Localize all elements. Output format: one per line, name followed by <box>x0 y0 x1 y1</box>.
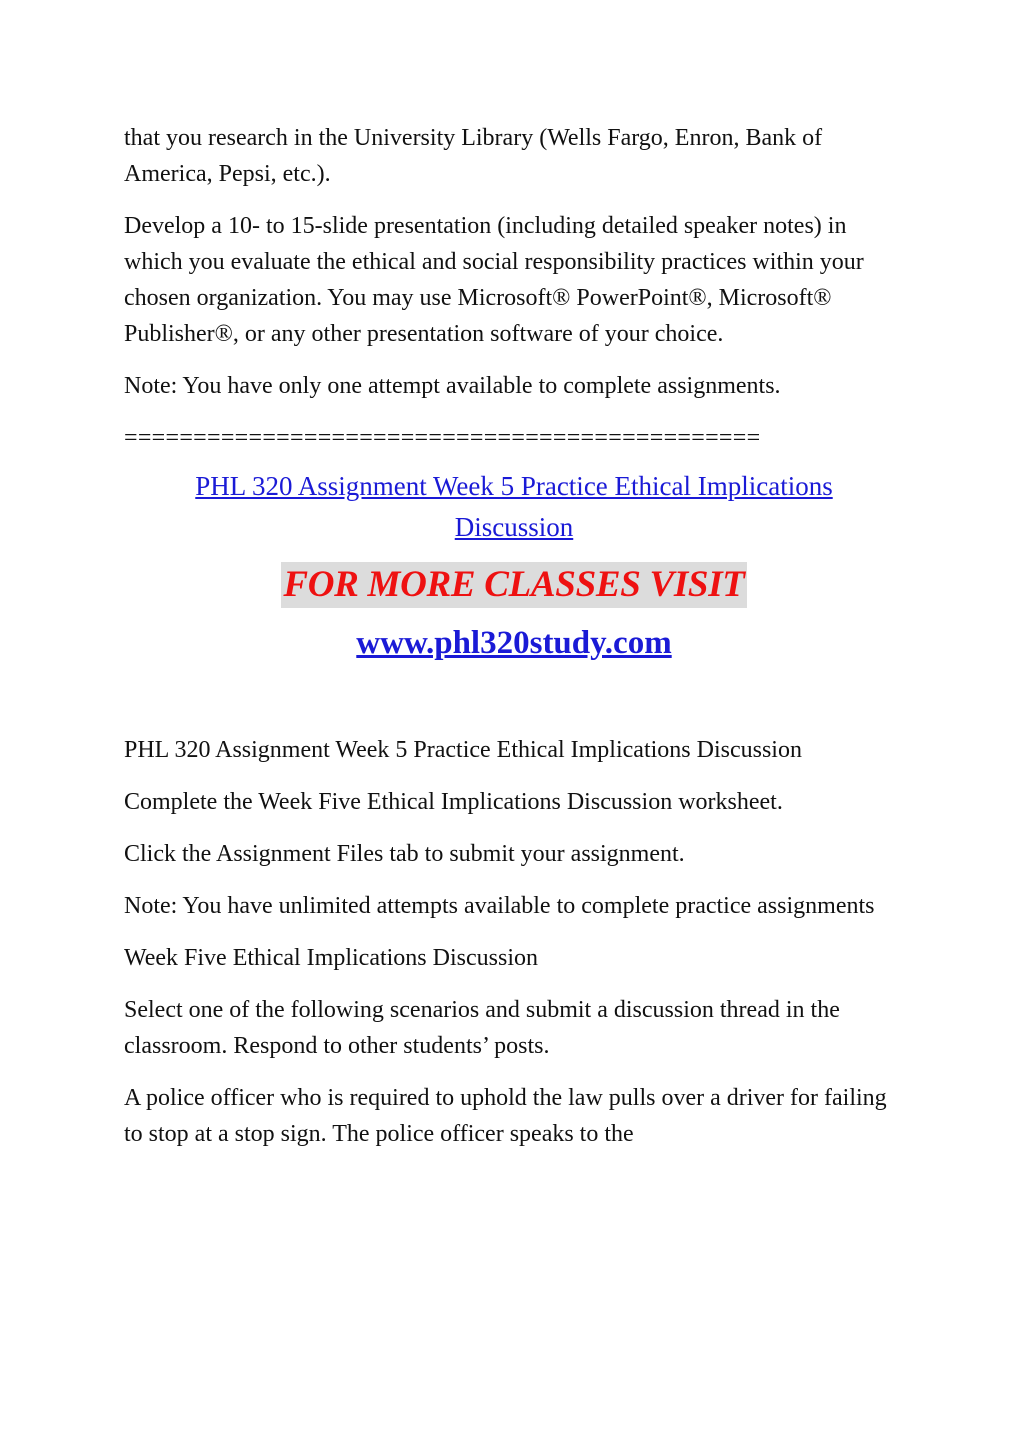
promo-url-link[interactable]: www.phl320study.com <box>356 625 672 661</box>
paragraph-submit-instructions: Click the Assignment Files tab to submit your assignment. <box>124 841 685 867</box>
promo-visit-container <box>124 562 904 608</box>
promo-visit-banner: FOR MORE CLASSES VISIT <box>281 562 746 608</box>
paragraph-discussion-heading: Week Five Ethical Implications Discussion <box>124 945 538 971</box>
assignment-title-link[interactable]: PHL 320 Assignment Week 5 Practice Ethical Implications Discussion <box>195 471 833 542</box>
paragraph-police-scenario: A police officer who is required to uphold the law pulls over a driver for failing to stop at a stop sign. The police officer speaks to the <box>124 1085 887 1147</box>
paragraph-select-scenario: Select one of the following scenarios and submit a discussion thread in the classroom. Respond to other students’ posts. <box>124 997 840 1059</box>
promo-url-container <box>124 620 904 666</box>
paragraph-complete-worksheet: Complete the Week Five Ethical Implications Discussion worksheet. <box>124 789 783 815</box>
paragraph-unlimited-attempts-note: Note: You have unlimited attempts available to complete practice assignments <box>124 893 875 919</box>
paragraph-attempt-note: Note: You have only one attempt available to complete assignments. <box>124 373 781 399</box>
section-divider: ============================================== <box>124 425 761 451</box>
paragraph-presentation-instructions: Develop a 10- to 15-slide presentation (including detailed speaker notes) in which you evaluate the ethical and social responsibility practices within your chosen organization. You may use Microsoft® PowerPoint®, Microsoft® Publisher®, or any other presentation software of your choice. <box>124 213 864 347</box>
paragraph-library-research: that you research in the University Library (Wells Fargo, Enron, Bank of America, Pepsi, etc.). <box>124 125 823 187</box>
paragraph-assignment-heading: PHL 320 Assignment Week 5 Practice Ethical Implications Discussion <box>124 737 802 763</box>
assignment-title-container <box>124 466 904 548</box>
document-page <box>124 120 904 1168</box>
